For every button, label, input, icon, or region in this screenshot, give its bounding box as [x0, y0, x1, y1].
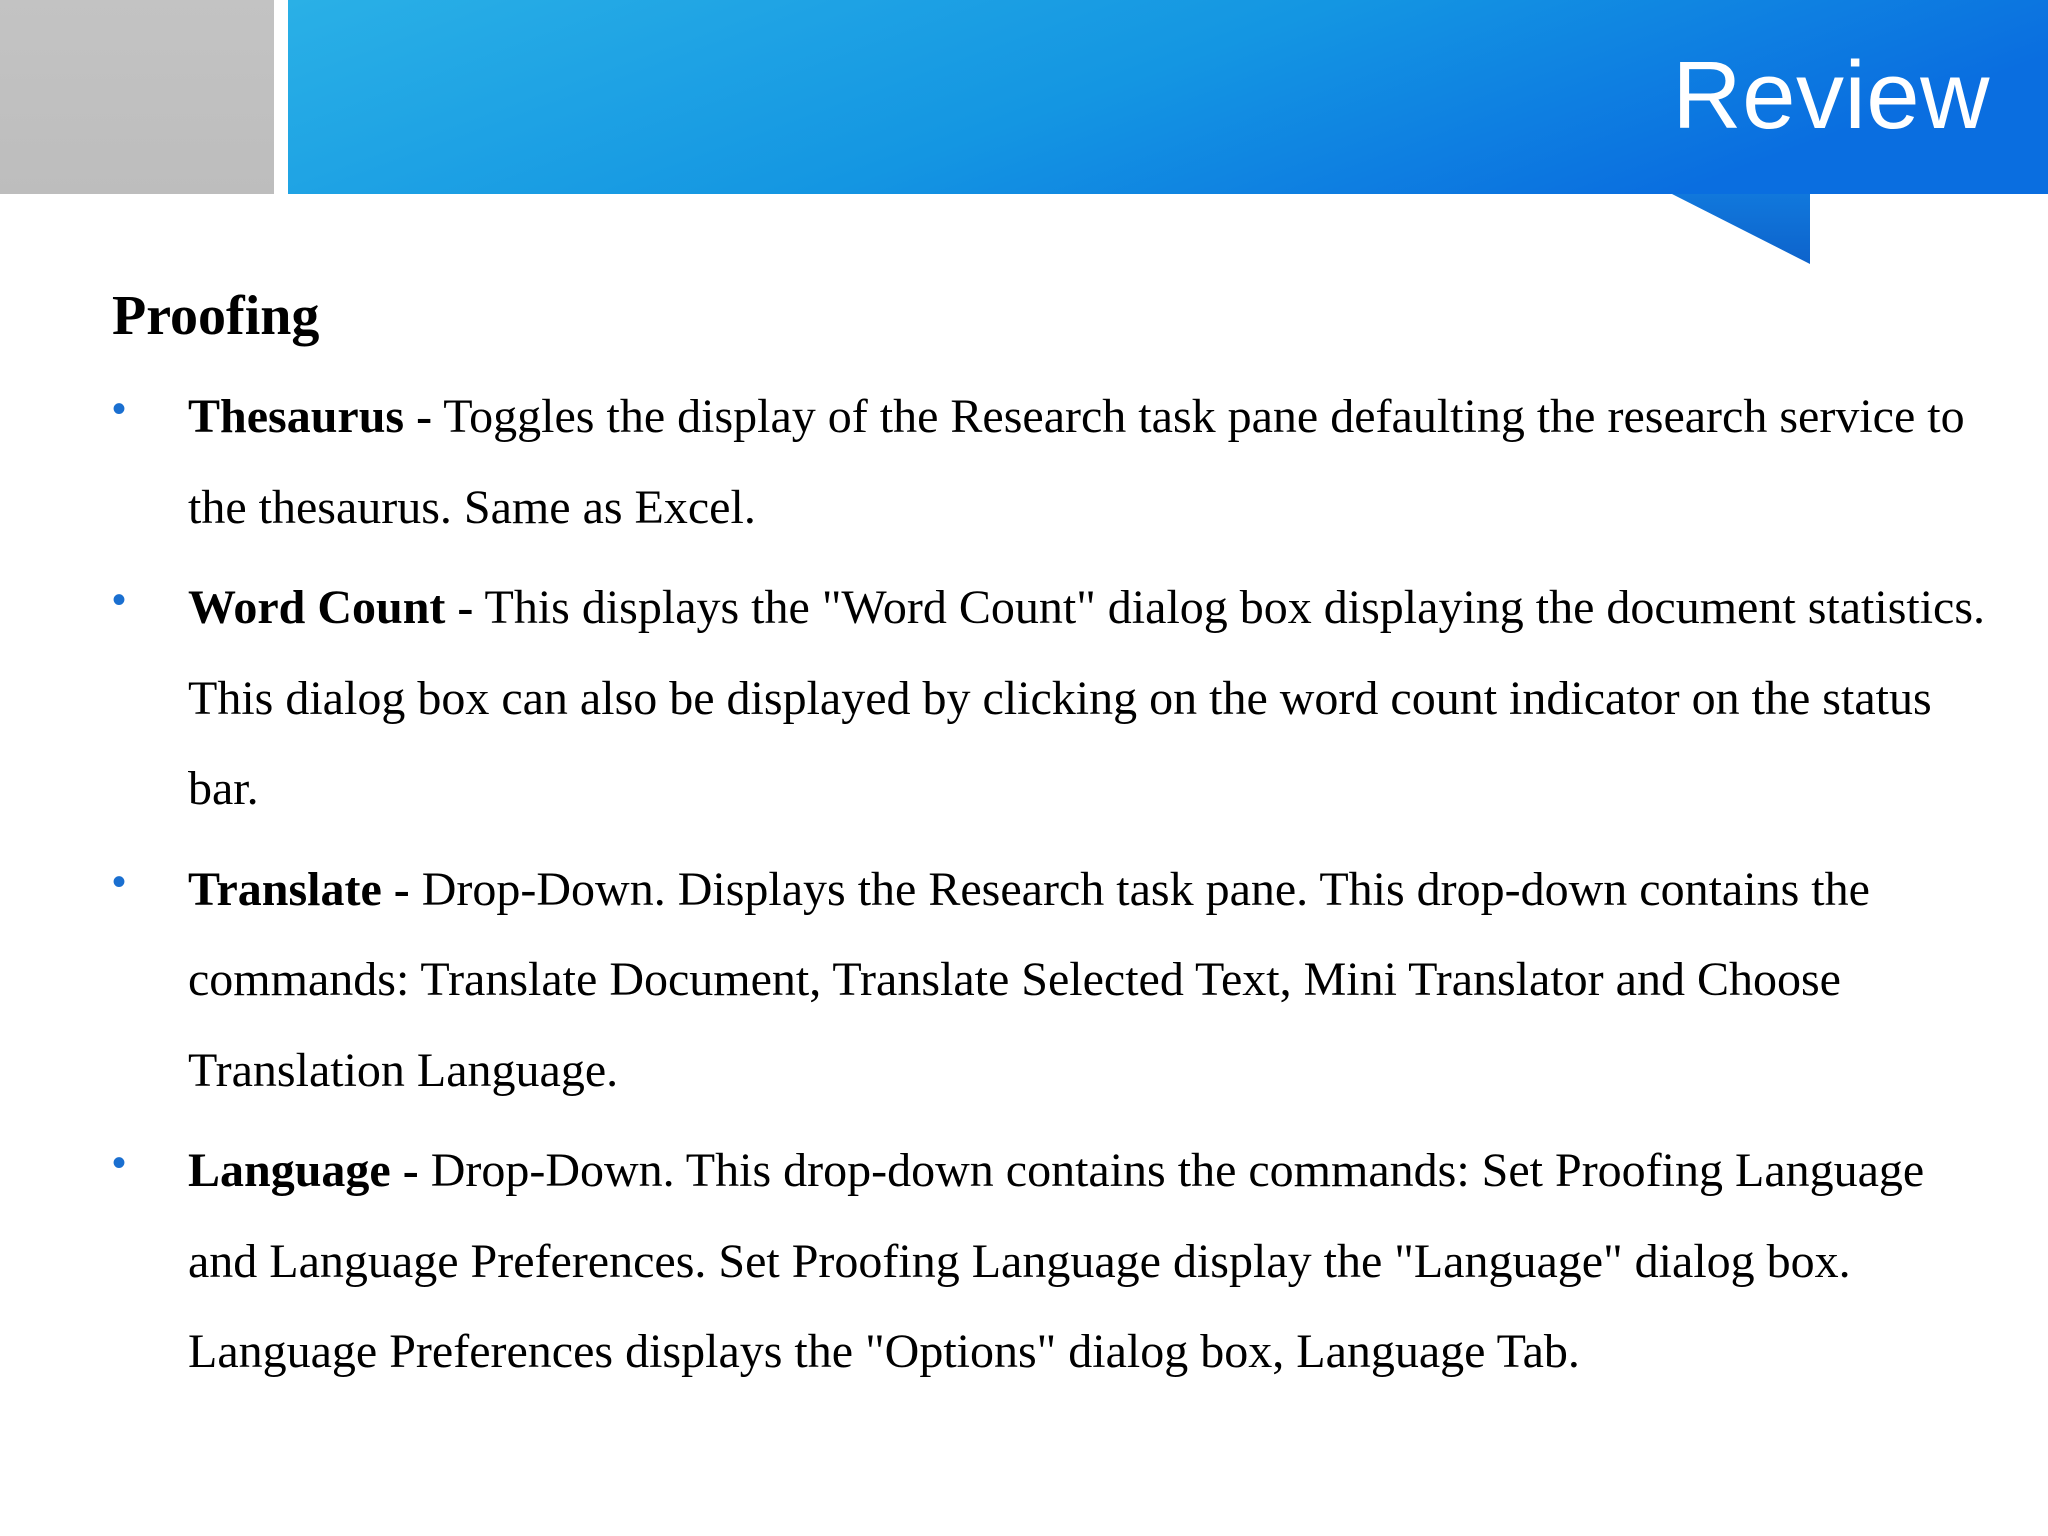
bullet-dot-icon: • — [112, 859, 127, 904]
bullet-text: Drop-Down. Displays the Research task pane. This drop-down contains the commands: Translate Document, Translate Selected Text, Mini Translator and Choose Translation Language. — [188, 862, 1870, 1097]
bullet-text: Toggles the display of the Research task pane defaulting the research service to the thesaurus. Same as Excel. — [188, 390, 1965, 534]
bullet-dot-icon: • — [112, 387, 127, 431]
bullet-term: Language - — [188, 1144, 419, 1197]
slide-title: Review — [1672, 42, 1990, 149]
bullet-dot-icon: • — [112, 578, 127, 622]
list-item — [112, 372, 1992, 553]
bullet-text: This displays the "Word Count" dialog box displaying the document statistics. This dialog box can also be displayed by clicking on the word count indicator on the status bar. — [188, 581, 1986, 815]
bullet-dot-icon: • — [112, 1141, 127, 1185]
section-heading: Proofing — [112, 285, 320, 347]
bullet-term: Translate - — [188, 862, 410, 916]
slide-content — [112, 270, 1992, 1398]
bullet-term: Thesaurus - — [188, 390, 433, 443]
list-item — [112, 1126, 1992, 1398]
bullet-term: Word Count - — [188, 581, 474, 634]
list-item — [112, 563, 1992, 835]
bullet-list — [112, 372, 1992, 1398]
bullet-text: Drop-Down. This drop-down contains the commands: Set Proofing Language and Language Preferences. Set Proofing Language display the "Language" dialog box. Language Preferences displays the "Options" dialog box, Language Tab. — [188, 1144, 1925, 1378]
list-item — [112, 845, 1992, 1117]
